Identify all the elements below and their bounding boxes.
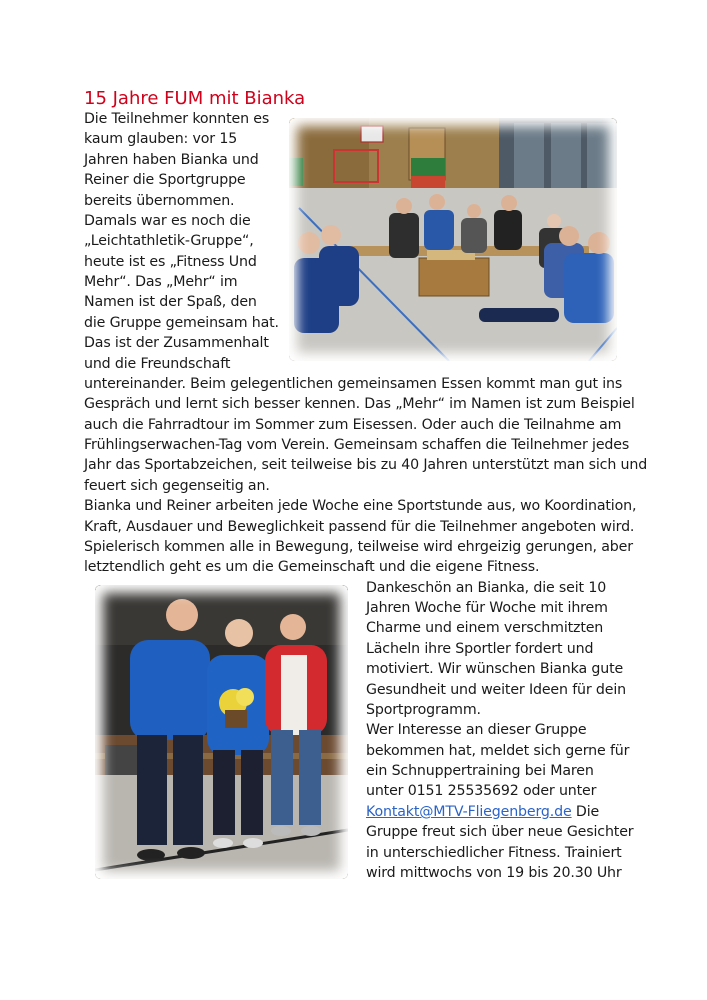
text-line: „Leichtathletik-Gruppe“, — [84, 233, 254, 249]
text-line: untereinander. Beim gelegentlichen gemeinsamen Essen kommt man gut ins — [84, 376, 623, 392]
text-line: wird mittwochs von 19 bis 20.30 Uhr — [366, 865, 622, 881]
text-line: letztendlich geht es um die Gemeinschaft und die eigene Fitness. — [84, 559, 540, 575]
text-line: Bianka und Reiner arbeiten jede Woche eine Sportstunde aus, wo Koordination, — [84, 498, 637, 514]
text-line: Das ist der Zusammenhalt — [84, 335, 269, 351]
text-line: Frühlingserwachen-Tag vom Verein. Gemeinsam schaffen die Teilnehmer jedes — [84, 437, 630, 453]
text-line: unter 0151 25535692 oder unter — [366, 783, 597, 799]
text-line: die Gruppe gemeinsam hat. — [84, 315, 279, 331]
contact-email-link[interactable]: Kontakt@MTV-Fliegenberg.de — [366, 804, 572, 820]
text-line: ein Schnuppertraining bei Maren — [366, 763, 594, 779]
text-line: auch die Fahrradtour im Sommer zum Eisessen. Oder auch die Teilnahme am — [84, 417, 622, 433]
text-line: Namen ist der Spaß, den — [84, 294, 257, 310]
text-line: kaum glauben: vor 15 — [84, 131, 238, 147]
text-line: Gespräch und lernt sich besser kennen. Das „Mehr“ im Namen ist zum Beispiel — [84, 396, 635, 412]
text-line: Gruppe freut sich über neue Gesichter — [366, 824, 634, 840]
text-line: Mehr“. Das „Mehr“ im — [84, 274, 238, 290]
text-line: bekommen hat, meldet sich gerne für — [366, 743, 630, 759]
text-line: Reiner die Sportgruppe — [84, 172, 246, 188]
text-line: Jahr das Sportabzeichen, seit teilweise bis zu 40 Jahren unterstützt man sich und — [84, 457, 648, 473]
text-line: Sportprogramm. — [366, 702, 481, 718]
text-fragment: Die — [571, 804, 600, 820]
text-line: Lächeln ihre Sportler fordert und — [366, 641, 594, 657]
text-line: Damals war es noch die — [84, 213, 251, 229]
group-photo-sports-hall — [289, 118, 617, 361]
text-line: heute ist es „Fitness Und — [84, 254, 257, 270]
text-line: Gesundheit und weiter Ideen für dein — [366, 682, 626, 698]
text-line: in unterschiedlicher Fitness. Trainiert — [366, 845, 622, 861]
article-title: 15 Jahre FUM mit Bianka — [84, 88, 306, 109]
text-line: Die Teilnehmer konnten es — [84, 111, 270, 127]
three-people-scene — [95, 585, 348, 879]
text-line: Spielerisch kommen alle in Bewegung, teilweise wird ehrgeizig gerungen, aber — [84, 539, 633, 555]
text-line: Dankeschön an Bianka, die seit 10 — [366, 580, 607, 596]
text-line: und die Freundschaft — [84, 356, 231, 372]
portrait-photo-three-people — [95, 585, 348, 879]
text-line: Jahren haben Bianka und — [84, 152, 259, 168]
text-line: Jahren Woche für Woche mit ihrem — [366, 600, 608, 616]
sports-hall-scene — [289, 118, 617, 361]
text-line: Kraft, Ausdauer und Beweglichkeit passend für die Teilnehmer angeboten wird. — [84, 519, 635, 535]
text-line-with-link — [366, 802, 599, 822]
text-line: feuert sich gegenseitig an. — [84, 478, 270, 494]
text-line: Charme und einem verschmitzten — [366, 620, 604, 636]
text-line: Wer Interesse an dieser Gruppe — [366, 722, 587, 738]
text-line: motiviert. Wir wünschen Bianka gute — [366, 661, 624, 677]
text-line: bereits übernommen. — [84, 193, 235, 209]
